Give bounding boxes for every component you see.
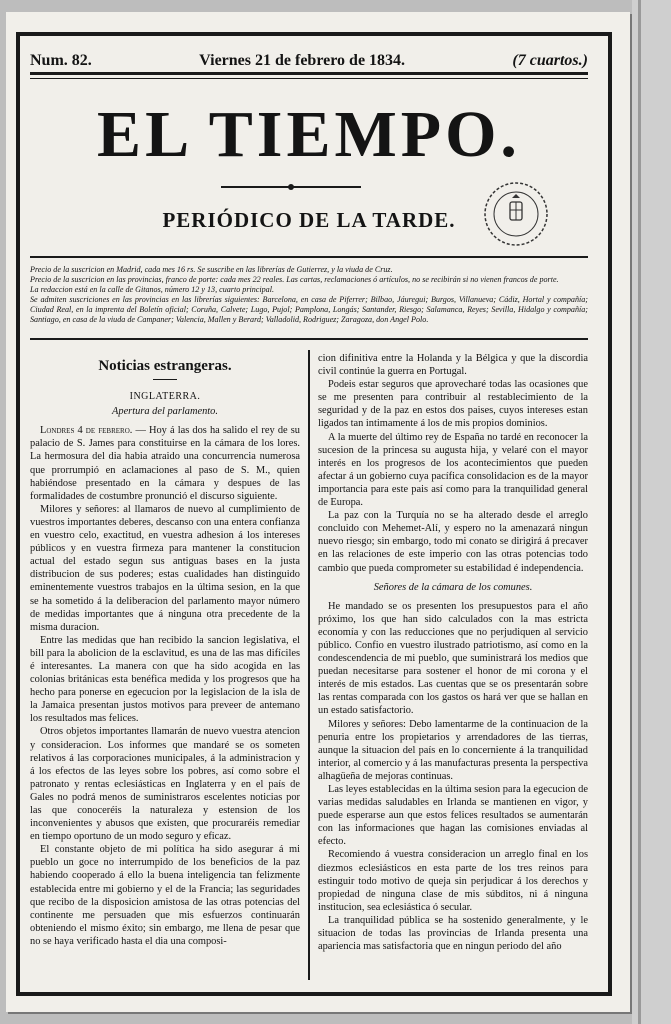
article-paragraph: A la muerte del último rey de España no tardé en reconocer la sucesion de la princesa su augusta hija, y velaré con el mayor interés en los progresos de los acontecimientos que pueden afectar á un gobierno cuya pacífica consolidacion es de la mayor importancia para este pais así como para la tranquilidad general de Europa. [318,431,588,509]
right-column [318,352,588,980]
ornament-divider [221,182,361,192]
commons-subhead: Señores de la cámara de los comunes. [373,581,533,593]
article-paragraph: Podeis estar seguros que aprovecharé todas las ocasiones que se me presenten para contribuir al restablecimiento de la seguridad y de la paz en estos dos paises, cuyos intereses estan ligados tan intimamente á los de mis propios dominios. [318,379,588,430]
dateline: Londres 4 de febrero. [40,425,133,437]
section-rule [153,379,177,380]
masthead-rule-thin [30,78,588,79]
article-paragraph: El constante objeto de mi política ha sido asegurar á mi pueblo un goce no interrumpido de los beneficios de la paz habiendo cooperado á ello la buena inteligencia tan felizmente establecida entre mi gobierno y el de la Francia; las seguridades que recibo de la disposicion amistosa de las otras potencias del continente me persuaden que mis esfuerzos continuarán obteniendo el mismo éxito; sin embargo, me llena de pesar que no se haya verificado hasta el dia una composi- [30,844,300,947]
issue-number: Num. 82. [30,52,92,69]
scan-edge [632,0,671,1024]
left-column [30,352,300,980]
article-paragraph: La paz con la Turquía no se ha alterado desde el arreglo concluido con Mehemet-Alí, y espero no la amenazará ningun nuevo riesgo; sin embargo, todo mi conato se dirigirá á precaver en las relaciones de este imperio con las otras potencias todo cambio que pueda comprometer su estabilidad é independencia. [318,510,588,574]
subscription-agents: Se admiten suscriciones en las provincias en las librerías siguientes: Barcelona, en casa de Piferrer; Bilbao, Jáuregui; Burgos, Villanueva; Cádiz, Hortal y compañía; Ciudad Real, en la imprenta del Boletín oficial; Coruña, Calvete; Lugo, Pujol; Pamplona, Longás; Santander, Riesgo; Salamanca, Reyes; Sevilla, Hidalgo y compañía; Santiago, en casa de la viuda de Campaner; Valencia, Mallen y Berard; Valladolid, Rodriguez; Zaragoza, don Angel Polo. [30,295,588,324]
section-title: Noticias estrangeras. [98,358,232,374]
article-paragraph: Entre las medidas que han recibido la sancion legislativa, el bill para la abolicion de la esclavitud, es una de las mas difíciles é interesantes. La manera con que ha sido acogida en las colonias británicas esta benéfica medida y los progresos que ha hecho para ponerse en egecucion por la legislacion de la isla de la Jamaica presentan justos motivos para preveer de antemano los resultados mas felices. [30,634,300,725]
subscription-info [30,265,588,325]
article-paragraph: cion difinitiva entre la Holanda y la Bélgica y que la discordia civil continúe la guerra en Portugal. [318,353,588,378]
article-paragraph: Milores y señores: Debo lamentarme de la continuacion de la penuria entre los propietarios y arrendadores de las tierras, aunque la situacion del país en lo concerniente á la tranquilidad interior, al comercio y á las manufacturas presenta la perspectiva alhagüeña de mejoras continuas. [318,718,588,782]
library-stamp-seal [482,180,550,248]
masthead-rule-top [30,72,588,75]
article-paragraph: Las leyes establecidas en la última sesion para la egecucion de varias medidas saludables en Irlanda se mantienen en vigor, y puede esperarse aun que estos felices resultados se aumentarán con las informaciones que hagan las comisiones enviadas al efecto. [318,784,588,848]
article-paragraph: He mandado se os presenten los presupuestos para el año próximo, los que han sido calculados con la mas estricta economía y con las reducciones que no perjudiquen al servicio público. Confio en vuestro ilustrado patriotismo, así como en la condescendencia de mi pueblo, que suministrará los medios que puedan necesitarse para sostener el honor de mi corona y el interés de mis estados. Las cuentas que se os presentarán sobre las rentas comparada con los gastos os hará ver que se hallan en un estado satisfactorio. [318,600,588,717]
newspaper-title: EL TIEMPO. [97,98,521,171]
subscription-provinces: Precio de la suscricion en las provincias, franco de porte: cada mes 22 reales. Las cartas, reclamaciones ó artículos, no se recibirán si no vienen francos de porte. [30,275,559,284]
newspaper-subtitle: PERIÓDICO DE LA TARDE. [162,208,456,232]
article-paragraph: La tranquilidad pública se ha sostenido generalmente, y le situacion de todas las provincias de Irlanda presenta una apariencia mas satisfactoria que en ningun periodo del año [318,914,588,953]
article-paragraph: Milores y señores: al llamaros de nuevo al cumplimiento de vuestros importantes deberes, descanso con una entera confianza en vuestro celo, exactitud, en vuestra adhesion á los intereses públicos y en vuestra firmeza para mantener la constitucion actual del estado segun sus antiguas bases en la justa distribucion de sus poderes; estas cualidades han distinguido eminentemente vuestros trabajos en la última sesion, en la que se ha sometido á la deliberacion del parlamento mayor número de medidas importantes que á ninguna otra precedente de la misma duracion. [30,503,300,633]
subscription-madrid: Precio de la suscricion en Madrid, cada mes 16 rs. Se suscribe en las librerías de Gutierrez, y la viuda de Cruz. [30,265,393,274]
issue-date: Viernes 21 de febrero de 1834. [199,52,406,69]
masthead-info-line [30,52,588,70]
subscription-rule-top [30,256,588,258]
subscription-rule-bottom [30,338,588,340]
article-paragraph: Recomiendo á vuestra consideracion un arreglo final en los diezmos eclesiásticos en esta parte de los tres reinos para estinguir todo motivo de queja sin perjudicar á los derechos y propiedad de ninguna clase de mis súbditos, ni á ninguna institucion, sea eclesiástica ó secular. [318,849,588,913]
newspaper-page [6,12,630,1012]
article-paragraph: Otros objetos importantes llamarán de nuevo vuestra atencion y consideracion. Los informes que mandaré se os someten relativos á las corporaciones municipales, á la administracion y á los efectos de las leyes sobre los pobres, así como sobre el patronato y rentas eclesiásticas en Inglaterra y en el país de Gales no podrá menos de suministraros escelentes noticias por las que conoceréis la naturaleza y estension de los inconvenientes y abusos que existen, que procuraréis remediar en tiempo oportuno de un modo seguro y eficaz. [30,726,300,843]
column-divider [308,350,310,980]
article-paragraph: Londres 4 de febrero. — Hoy á las dos ha salido el rey de su palacio de S. James para constituirse en la cámara de los lores. La hermosura del dia habia atraido una concurrencia numerosa que prorrumpió en aclamaciones al paso de S. M., quien habiéndose presentado en la cámara y despues de las formalidades de costumbre pronunció el discurso siguiente. [30,425,300,502]
editorial-address: La redaccion está en la calle de Gitanos, número 12 y 13, cuarto principal. [30,285,274,294]
article-subhead: Apertura del parlamento. [112,406,218,418]
issue-price: (7 cuartos.) [512,52,588,69]
country-heading: INGLATERRA. [129,391,201,403]
